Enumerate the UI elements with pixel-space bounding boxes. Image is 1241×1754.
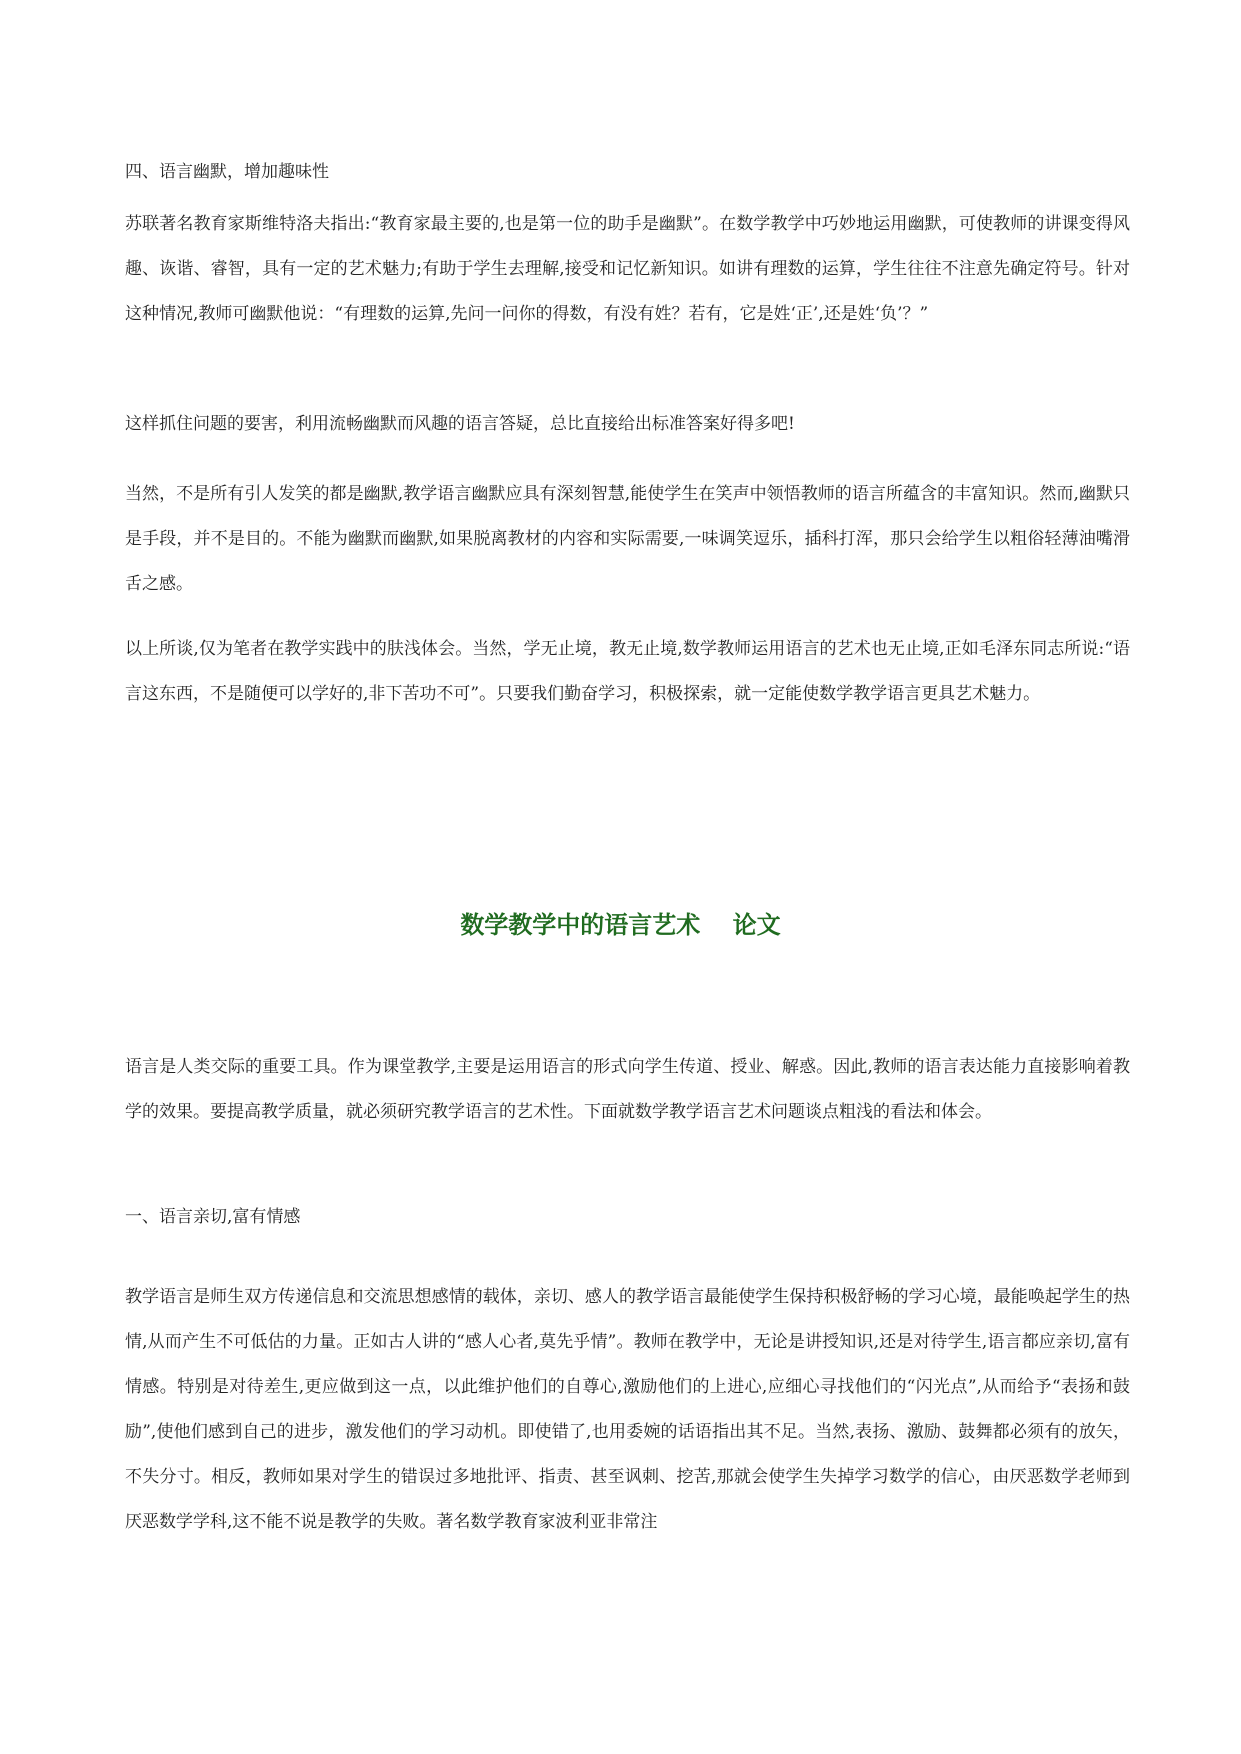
section1-paragraph-1-block (125, 1275, 1130, 1545)
section4-paragraph-1: 苏联著名教育家斯维特洛夫指出:“教育家最主要的,也是第一位的助手是幽默”。在数学教学中巧妙地运用幽默，可使教师的讲课变得风趣、诙谐、睿智，具有一定的艺术魅力;有助于学生去理解,接受和记忆新知识。如讲有理数的运算，学生往往不注意先确定符号。针对这种情况,教师可幽默他说：“有理数的运算,先问一问你的得数，有没有姓？若有，它是姓‘正’,还是姓‘负’？” (125, 214, 1130, 324)
section4-paragraph-4-block (125, 627, 1130, 717)
article-title: 数学教学中的语言艺术 论文 (460, 911, 781, 939)
article-intro-block (125, 1045, 1130, 1135)
section4-paragraph-4: 以上所谈,仅为笔者在教学实践中的肤浅体会。当然，学无止境，教无止境,数学教师运用语言的艺术也无止境,正如毛泽东同志所说:“语言这东西，不是随便可以学好的,非下苦功不可”。只要我们勤奋学习，积极探索，就一定能使数学教学语言更具艺术魅力。 (125, 639, 1130, 704)
section1-title-block (125, 1195, 1130, 1240)
section4-title: 四、语言幽默，增加趣味性 (125, 162, 329, 182)
section4-paragraph-2: 这样抓住问题的要害，利用流畅幽默而风趣的语言答疑，总比直接给出标准答案好得多吧! (125, 414, 795, 434)
section4-paragraph-2-block (125, 402, 1130, 447)
article-intro: 语言是人类交际的重要工具。作为课堂教学,主要是运用语言的形式向学生传道、授业、解惑。因此,教师的语言表达能力直接影响着教学的效果。要提高教学质量，就必须研究教学语言的艺术性。下面就数学教学语言艺术问题谈点粗浅的看法和体会。 (125, 1057, 1130, 1122)
section4-block (125, 150, 1130, 195)
section4-paragraph-3-block (125, 472, 1130, 607)
section4-paragraph-1-block (125, 202, 1130, 337)
section1-title: 一、语言亲切,富有情感 (125, 1207, 301, 1227)
section1-paragraph-1: 教学语言是师生双方传递信息和交流思想感情的载体，亲切、感人的教学语言最能使学生保持积极舒畅的学习心境，最能唤起学生的热情,从而产生不可低估的力量。正如古人讲的“感人心者,莫先乎情”。教师在教学中，无论是讲授知识,还是对待学生,语言都应亲切,富有情感。特别是对待差生,更应做到这一点，以此维护他们的自尊心,激励他们的上进心,应细心寻找他们的“闪光点”,从而给予“表扬和鼓励”,使他们感到自己的进步，激发他们的学习动机。即使错了,也用委婉的话语指出其不足。当然,表扬、激励、鼓舞都必须有的放矢，不失分寸。相反，教师如果对学生的错误过多地批评、指责、甚至讽刺、挖苦,那就会使学生失掉学习数学的信心，由厌恶数学老师到厌恶数学学科,这不能不说是教学的失败。著名数学教育家波利亚非常注 (125, 1287, 1130, 1532)
section4-paragraph-3: 当然，不是所有引人发笑的都是幽默,教学语言幽默应具有深刻智慧,能使学生在笑声中领悟教师的语言所蕴含的丰富知识。然而,幽默只是手段，并不是目的。不能为幽默而幽默,如果脱离教材的内容和实际需要,一味调笑逗乐，插科打浑，那只会给学生以粗俗轻薄油嘴滑舌之感。 (125, 484, 1130, 594)
